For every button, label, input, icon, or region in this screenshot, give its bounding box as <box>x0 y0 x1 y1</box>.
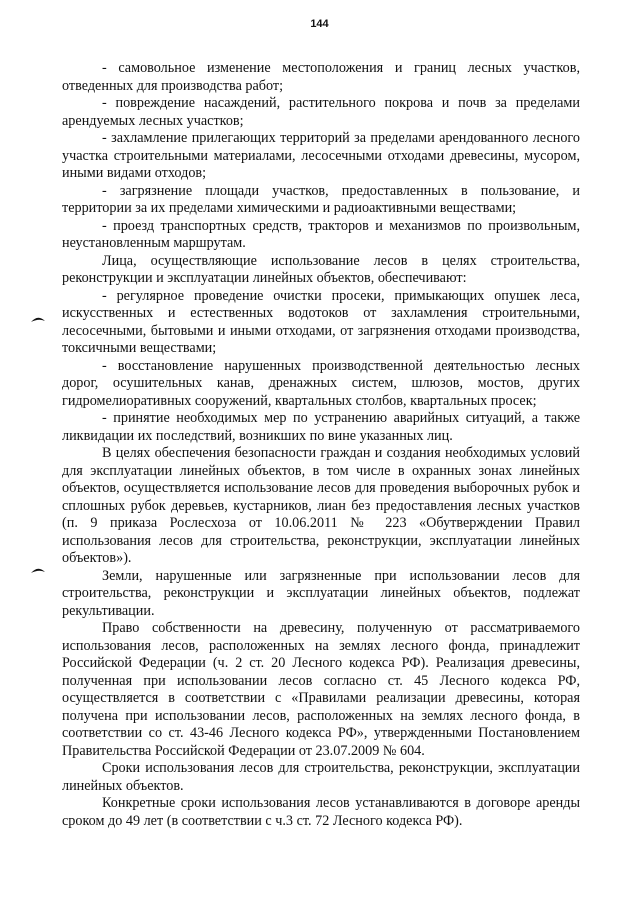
paragraph: - повреждение насаждений, растительного покрова и почв за пределами арендуемых лесных участков; <box>62 95 580 129</box>
paragraph: - захламление прилегающих территорий за пределами арендованного лесного участка строительными материалами, лесосечными отходами древесины, мусором, иными видами отходов; <box>62 130 580 181</box>
paragraph: Право собственности на древесину, полученную от рассматриваемого использования лесов, расположенных на землях лесного фонда, принадлежит Российской Федерации (ч. 2 ст. 20 Лесного кодекса РФ). Реализация древесины, полученная при использовании лесов согласно ст. 45 Лесного кодекса РФ, осуществляется в соответствии с «Правилами реализации древесины, которая получена при использовании лесов, расположенных на землях лесного фонда, в соответствии со ст. 43-46 Лесного кодекса РФ», утвержденными Постановлением Правительства Российской Федерации от 23.07.2009 № 604. <box>62 620 580 759</box>
paragraph: В целях обеспечения безопасности граждан и создания необходимых условий для эксплуатации линейных объектов, в том числе в охранных зонах линейных объектов, осуществляется использование лесов для проведения выборочных рубок и сплошных рубок деревьев, кустарников, лиан без предоставления лесных участков (п. 9 приказа Рослесхоза от 10.06.2011 № 223 «Обутверждении Правил использования лесов для строительства, реконструкции, эксплуатации линейных объектов»). <box>62 445 580 566</box>
paragraph: - проезд транспортных средств, тракторов и механизмов по произвольным, неустановленным маршрутам. <box>62 217 580 251</box>
paragraph: - регулярное проведение очистки просеки, примыкающих опушек леса, искусственных и естественных водотоков от захламления строительными, лесосечными, бытовыми и иными отходами, от загрязнения отходами производства, токсичными веществами; <box>62 287 580 356</box>
binder-hole-mark <box>30 566 46 574</box>
paragraph: Земли, нарушенные или загрязненные при использовании лесов для строительства, реконструкции и эксплуатации линейных объектов, подлежат рекультивации. <box>62 567 580 619</box>
paragraph: Сроки использования лесов для строительства, реконструкции, эксплуатации линейных объектов. <box>62 760 580 794</box>
paragraph: - восстановление нарушенных производственной деятельностью лесных дорог, осушительных канав, дренажных систем, шлюзов, мостов, других гидромелиоративных сооружений, квартальных столбов, квартальных просек; <box>62 357 580 409</box>
document-body <box>62 60 580 830</box>
paragraph: Конкретные сроки использования лесов устанавливаются в договоре аренды сроком до 49 лет (в соответствии с ч.3 ст. 72 Лесного кодекса РФ). <box>62 795 580 829</box>
paragraph: - принятие необходимых мер по устранению аварийных ситуаций, а также ликвидации их последствий, возникших по вине указанных лиц. <box>62 410 580 444</box>
paragraph: - самовольное изменение местоположения и границ лесных участков, отведенных для производства работ; <box>62 60 580 94</box>
page-number: 144 <box>310 18 329 30</box>
paragraph: Лица, осуществляющие использование лесов в целях строительства, реконструкции и эксплуатации линейных объектов, обеспечивают: <box>62 252 580 286</box>
binder-hole-mark <box>30 315 46 323</box>
paragraph: - загрязнение площади участков, предоставленных в пользование, и территории за их пределами химическими и радиоактивными веществами; <box>62 182 580 216</box>
